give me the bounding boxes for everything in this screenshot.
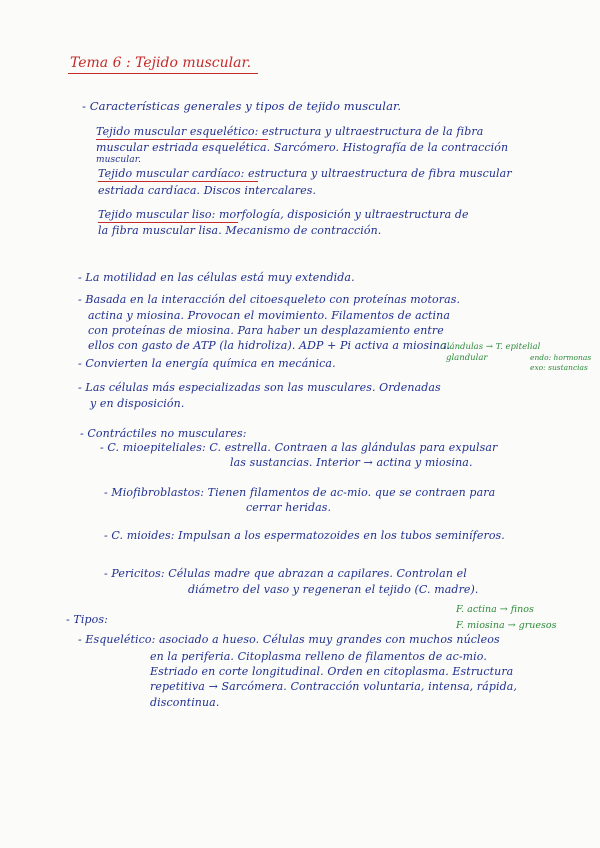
section1-heading [82,100,401,113]
esq-underline [96,139,268,140]
liso-line-1 [98,209,469,220]
section1-heading-text: - Características generales y tipos de tejido muscular. [82,99,402,113]
liso-line-2: la fibra muscular lisa. Mecanismo de contracción. [98,224,382,237]
esqueletico-line-5: discontinua. [150,696,220,709]
esq-def: : estructura y ultraestructura de la fibra [254,125,484,138]
miofib-line-2: cerrar heridas. [246,501,332,514]
green-note-1: Glándulas → T. epitelial [440,342,541,352]
esq-line-2: muscular estriada esquelética. Sarcómero. Histografía de la contracción [96,141,509,154]
green-note-4: exo: sustancias [530,363,588,372]
card-line-2: estriada cardíaca. Discos intercalares. [98,184,317,197]
basada-line-2: actina y miosina. Provocan el movimiento. Filamentos de actina [88,309,450,322]
title-underline [68,73,258,74]
page-title: Tema 6 : Tejido muscular. [70,55,252,71]
esqueletico-line-3: Estriado en corte longitudinal. Orden en citoplasma. Estructura [150,665,514,678]
pericitos-line-2: diámetro del vaso y regeneran el tejido (C. madre). [188,583,479,596]
basada-line-4: ellos con gasto de ATP (la hidroliza). ADP + Pi activa a miosina. [88,339,451,352]
mioepit-line-1: - C. mioepiteliales: C. estrella. Contraen a las glándulas para expulsar [100,441,498,454]
green-note-3: endo: hormonas [530,353,592,362]
esq-term: Tejido muscular esquelético [96,125,255,138]
tipos-green-1: F. actina → finos [456,604,534,615]
celulas-line-1: - Las células más especializadas son las musculares. Ordenadas [78,381,441,394]
mioepit-line-2: las sustancias. Interior → actina y miosina. [230,456,473,469]
mioides-line: - C. mioides: Impulsan a los espermatozoides en los tubos seminíferos. [104,529,505,542]
celulas-line-2: y en disposición. [90,397,185,410]
tipos-heading: - Tipos: [66,613,108,626]
miofib-line-1: - Miofibroblastos: Tienen filamentos de ac-mio. que se contraen para [104,486,496,499]
pericitos-line-1: - Pericitos: Células madre que abrazan a capilares. Controlan el [104,567,467,580]
contractiles-heading: - Contráctiles no musculares: [80,427,247,440]
card-underline [98,181,258,182]
esqueletico-line-4: repetitiva → Sarcómera. Contracción voluntaria, intensa, rápida, [150,680,517,693]
basada-line-3: con proteínas de miosina. Para haber un desplazamiento entre [88,324,444,337]
green-note-2: glandular [446,353,488,363]
energia-line: - Convierten la energía química en mecánica. [78,357,336,370]
card-term: Tejido muscular cardíaco [98,167,241,180]
card-line-1 [98,168,512,179]
esqueletico-line-2: en la periferia. Citoplasma relleno de filamentos de ac-mio. [150,650,487,663]
card-def: : estructura y ultraestructura de fibra muscular [240,167,512,180]
basada-line-1: - Basada en la interacción del citoesqueleto con proteínas motoras. [78,293,461,306]
motility-line: - La motilidad en las células está muy extendida. [78,271,355,284]
esq-line-3: muscular. [96,155,142,165]
esq-line-1 [96,126,483,137]
esqueletico-line-1: - Esquelético: asociado a hueso. Células muy grandes con muchos núcleos [78,633,500,646]
liso-underline [98,222,238,223]
liso-def: : morfología, disposición y ultraestructura de [211,208,469,221]
tipos-green-2: F. miosina → gruesos [456,620,557,631]
liso-term: Tejido muscular liso [98,208,212,221]
